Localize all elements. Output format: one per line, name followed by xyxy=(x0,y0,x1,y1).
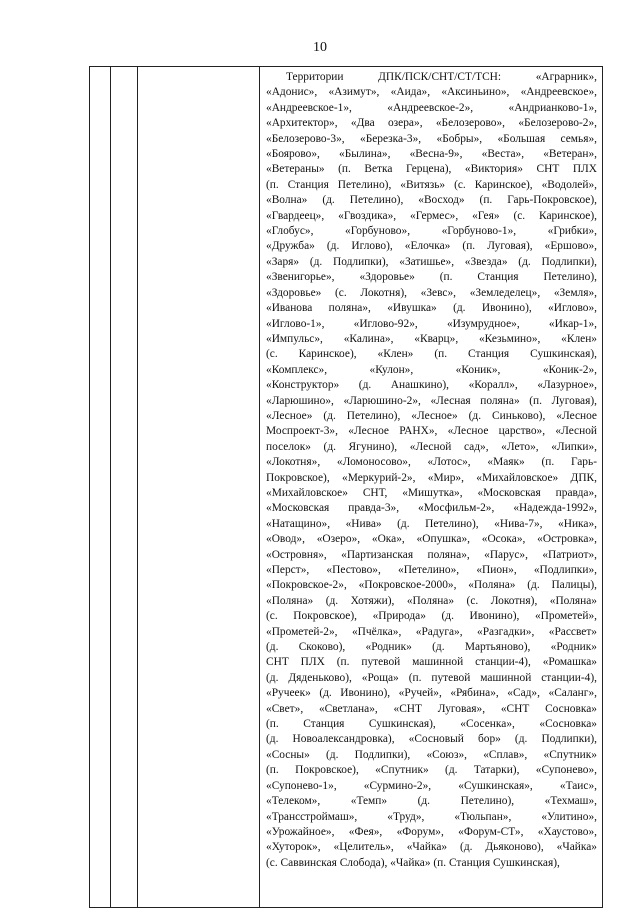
territory-text-line: поселок» (д. Ягунино), «Лесной сад», «Лето», «Липки», xyxy=(266,440,597,453)
territory-text-line: «Свет», «Светлана», «СНТ Луговая», «СНТ Сосновка» xyxy=(266,702,597,715)
page-number: 10 xyxy=(313,40,327,55)
territory-text-line: (с. Каринское), «Клен» (п. Станция Сушкинская), xyxy=(266,348,597,361)
territory-text-line: (п. Станция Петелино), «Витязь» (с. Каринское), «Водолей», xyxy=(266,178,597,191)
territory-text-line: Территории ДПК/ПСК/СНТ/СТ/ТСН: «Аграрник», xyxy=(286,71,597,83)
territory-text-line: «Супонево-1», «Сурмино-2», «Сушкинская», «Таис», xyxy=(266,779,597,792)
territory-text-line: (п. Станция Сушкинская), «Сосенка», «Сосновка» xyxy=(266,718,597,731)
territory-text-line: «Андреевское-1», «Андреевское-2», «Андрианково-1», xyxy=(266,101,597,114)
territory-text-line: (д. Дяденьково), «Роща» (п. путевой машинной станции-4), xyxy=(266,671,597,684)
territory-text-line: «Глобус», «Горбуново», «Горбуново-1», «Грибки», xyxy=(266,225,597,238)
territory-text-line: «Иванова поляна», «Ивушка» (д. Ивонино), «Иглово», xyxy=(266,302,597,315)
territory-text-line: «Заря» (д. Подлипки), «Затишье», «Звезда» (д. Подлипки), xyxy=(266,255,597,268)
territory-text-line: «Ветераны» (п. Ветка Герцена), «Виктория» СНТ ПЛХ xyxy=(266,163,597,176)
territory-text-line: (д. Скоково), «Родник» (д. Мартьяново), «Родник» xyxy=(266,641,597,654)
territory-text-line: «Ларюшино», «Ларюшино-2», «Лесная поляна» (п. Луговая), xyxy=(266,394,597,407)
territory-text-line: «Лесное» (д. Петелино), «Лесное» (д. Синьково), «Лесное xyxy=(266,409,597,422)
territory-text-line: (с. Саввинская Слобода), «Чайка» (п. Станция Сушкинская), xyxy=(266,856,560,869)
document-table xyxy=(89,66,603,908)
territory-text-line: Моспроект-3», «Лесное РАНХ», «Лесное царство», «Лесной xyxy=(266,425,597,438)
territory-text-line: «Хуторок», «Целитель», «Чайка» (д. Дьяконово), «Чайка» xyxy=(266,841,597,854)
territories-list-cell xyxy=(266,70,597,871)
territory-text-line: «Михайловское» СНТ, «Мишутка», «Московская правда», xyxy=(266,486,597,499)
territory-text-line: «Конструктор» (д. Анашкино), «Коралл», «Лазурное», xyxy=(266,379,597,392)
territory-text-line: «Перст», «Пестово», «Петелино», «Пион», «Подлипки», xyxy=(266,564,597,576)
territory-text-line: «Поляна» (д. Хотяжи), «Поляна» (с. Локотня), «Поляна» xyxy=(266,594,597,607)
territory-text-line: «Прометей-2», «Пчёлка», «Радуга», «Разгадки», «Рассвет» xyxy=(266,625,597,638)
territory-text-line: «Здоровье» (с. Локотня), «Зевс», «Земледелец», «Земля», xyxy=(266,286,597,299)
territory-text-line: «Покровское-2», «Покровское-2000», «Поляна» (д. Палицы), xyxy=(266,579,597,592)
territory-text-line: «Адонис», «Азимут», «Аида», «Аксиньино», «Андреевское», xyxy=(266,86,597,99)
territory-text-line: «Дружба» (д. Иглово), «Елочка» (п. Луговая), «Ершово», xyxy=(266,240,597,253)
territory-text-line: (с. Покровское), «Природа» (д. Ивонино), «Прометей», xyxy=(266,610,597,623)
column-divider xyxy=(137,67,138,907)
territory-text-line: «Телеком», «Темп» (д. Петелино), «Техмаш», xyxy=(266,795,597,808)
territory-text-line: «Волна» (д. Петелино), «Восход» (п. Гарь-Покровское), xyxy=(266,194,597,207)
territory-text-line: «Звенигорье», «Здоровье» (п. Станция Петелино), xyxy=(266,271,597,284)
territory-text-line: «Боярово», «Былина», «Весна-9», «Веста», «Ветеран», xyxy=(266,148,597,161)
territory-text-line: «Белозерово-3», «Березка-3», «Бобры», «Большая семья», xyxy=(266,132,597,145)
territory-text-line: «Островня», «Партизанская поляна», «Парус», «Патриот», xyxy=(266,548,597,561)
territory-text-line: (п. Покровское), «Спутник» (д. Татарки), «Супонево», xyxy=(266,764,597,777)
territory-text-line: «Локотня», «Ломоносово», «Лотос», «Маяк» (п. Гарь- xyxy=(266,456,597,469)
territory-text-line: (д. Новоалександровка), «Сосновый бор» (д. Подлипки), xyxy=(266,733,597,746)
column-divider xyxy=(110,67,111,907)
territory-text-line: «Ручеек» (д. Ивонино), «Ручей», «Рябина», «Сад», «Саланг», xyxy=(266,687,597,700)
territory-text-line: «Гвардеец», «Гвоздика», «Гермес», «Гея» (с. Каринское), xyxy=(266,209,597,222)
column-divider xyxy=(259,67,260,907)
territory-text-line: «Комплекс», «Кулон», «Коник», «Коник-2», xyxy=(266,363,597,376)
territory-text-line: «Сосны» (д. Подлипки), «Союз», «Сплав», «Спутник» xyxy=(266,748,597,761)
territory-text-line: Покровское), «Меркурий-2», «Мир», «Михайловское» ДПК, xyxy=(266,471,597,484)
territory-text-line: «Архитектор», «Два озера», «Белозерово», «Белозерово-2», xyxy=(266,117,597,130)
territory-text-line: СНТ ПЛХ (п. путевой машинной станции-4), «Ромашка» xyxy=(266,656,597,669)
territory-text-line: «Урожайное», «Фея», «Форум», «Форум-СТ», «Хаустово», xyxy=(266,825,597,838)
territory-text-line: «Импульс», «Калина», «Кварц», «Кезьмино», «Клен» xyxy=(266,332,597,345)
territory-text-line: «Трансстроймаш», «Труд», «Тюльпан», «Улитино», xyxy=(266,810,597,823)
territory-text-line: «Московская правда-3», «Мосфильм-2», «Надежда-1992», xyxy=(266,502,597,515)
territory-text-line: «Натащино», «Нива» (д. Петелино), «Нива-7», «Ника», xyxy=(266,517,597,530)
territory-text-line: «Овод», «Озеро», «Ока», «Опушка», «Осока», «Островка», xyxy=(266,533,597,546)
territory-text-line: «Иглово-1», «Иглово-92», «Изумрудное», «Икар-1», xyxy=(266,317,597,330)
